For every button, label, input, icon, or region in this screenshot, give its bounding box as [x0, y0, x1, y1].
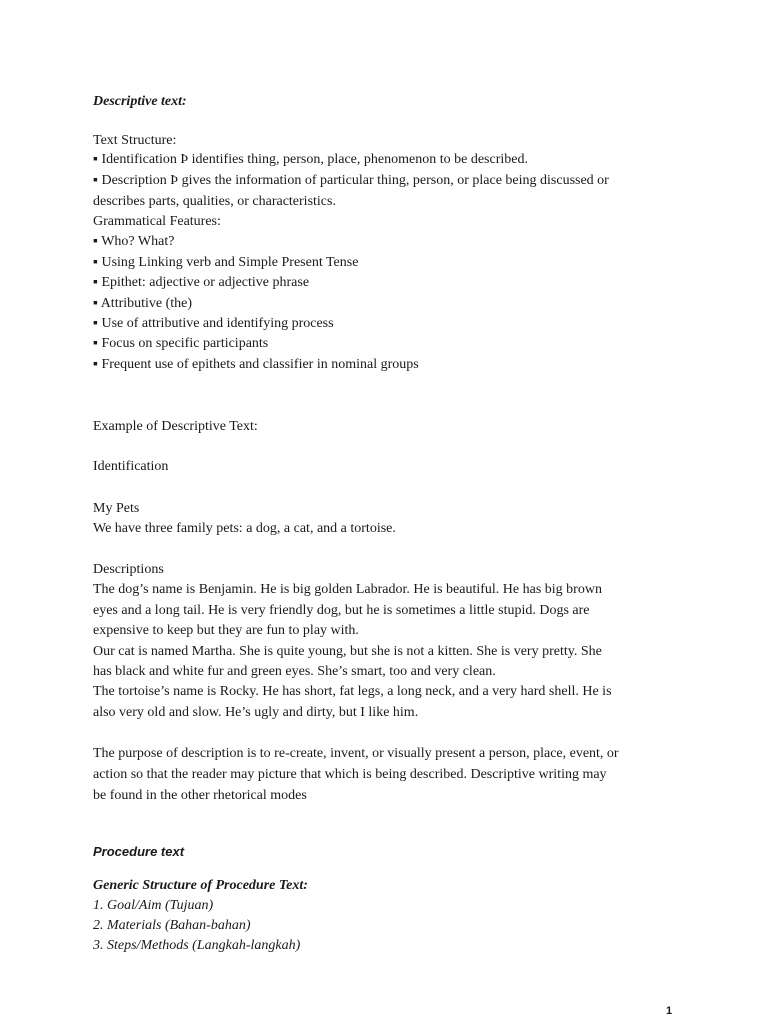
grammatical-feature-item: ▪ Attributive (the): [93, 296, 193, 311]
generic-structure-item: 3. Steps/Methods (Langkah-langkah): [93, 938, 301, 953]
page-number: 1: [666, 1005, 673, 1017]
story-title: My Pets: [93, 501, 140, 516]
identification-label: Identification: [93, 459, 169, 474]
generic-structure-item: 1. Goal/Aim (Tujuan): [93, 898, 214, 913]
grammatical-feature-item: ▪ Frequent use of epithets and classifier in nominal groups: [93, 357, 419, 372]
purpose-line: The purpose of description is to re-create, invent, or visually present a person, place, event, or: [93, 746, 619, 761]
text-structure-title: Text Structure:: [93, 133, 177, 148]
descriptions-label: Descriptions: [93, 562, 164, 577]
description-line: eyes and a long tail. He is very friendly dog, but he is sometimes a little stupid. Dogs are: [93, 603, 590, 618]
grammatical-feature-item: ▪ Who? What?: [93, 234, 175, 249]
description-line: also very old and slow. He’s ugly and dirty, but I like him.: [93, 705, 419, 720]
story-intro: We have three family pets: a dog, a cat, and a tortoise.: [93, 521, 396, 536]
grammatical-feature-item: ▪ Focus on specific participants: [93, 336, 269, 351]
grammatical-features-title: Grammatical Features:: [93, 214, 221, 229]
description-line: has black and white fur and green eyes. She’s smart, too and very clean.: [93, 664, 496, 679]
example-title: Example of Descriptive Text:: [93, 419, 258, 434]
generic-structure-item: 2. Materials (Bahan-bahan): [93, 918, 251, 933]
text-structure-item: ▪ Description Þ gives the information of particular thing, person, or place being discussed or: [93, 173, 609, 188]
description-line: The dog’s name is Benjamin. He is big golden Labrador. He is beautiful. He has big brown: [93, 582, 602, 597]
grammatical-feature-item: ▪ Epithet: adjective or adjective phrase: [93, 275, 310, 290]
procedure-text-heading: Procedure text: [93, 844, 185, 859]
purpose-line: action so that the reader may picture that which is being described. Descriptive writing may: [93, 767, 607, 782]
description-line: Our cat is named Martha. She is quite young, but she is not a kitten. She is very pretty. She: [93, 644, 602, 659]
text-structure-item: describes parts, qualities, or characteristics.: [93, 194, 336, 209]
purpose-line: be found in the other rhetorical modes: [93, 788, 307, 803]
descriptive-text-heading: Descriptive text:: [93, 94, 187, 109]
grammatical-feature-item: ▪ Using Linking verb and Simple Present Tense: [93, 255, 359, 270]
text-structure-item: ▪ Identification Þ identifies thing, person, place, phenomenon to be described.: [93, 152, 528, 167]
description-line: The tortoise’s name is Rocky. He has short, fat legs, a long neck, and a very hard shell. He is: [93, 684, 612, 699]
generic-structure-title: Generic Structure of Procedure Text:: [93, 878, 308, 893]
grammatical-feature-item: ▪ Use of attributive and identifying process: [93, 316, 334, 331]
description-line: expensive to keep but they are fun to play with.: [93, 623, 359, 638]
